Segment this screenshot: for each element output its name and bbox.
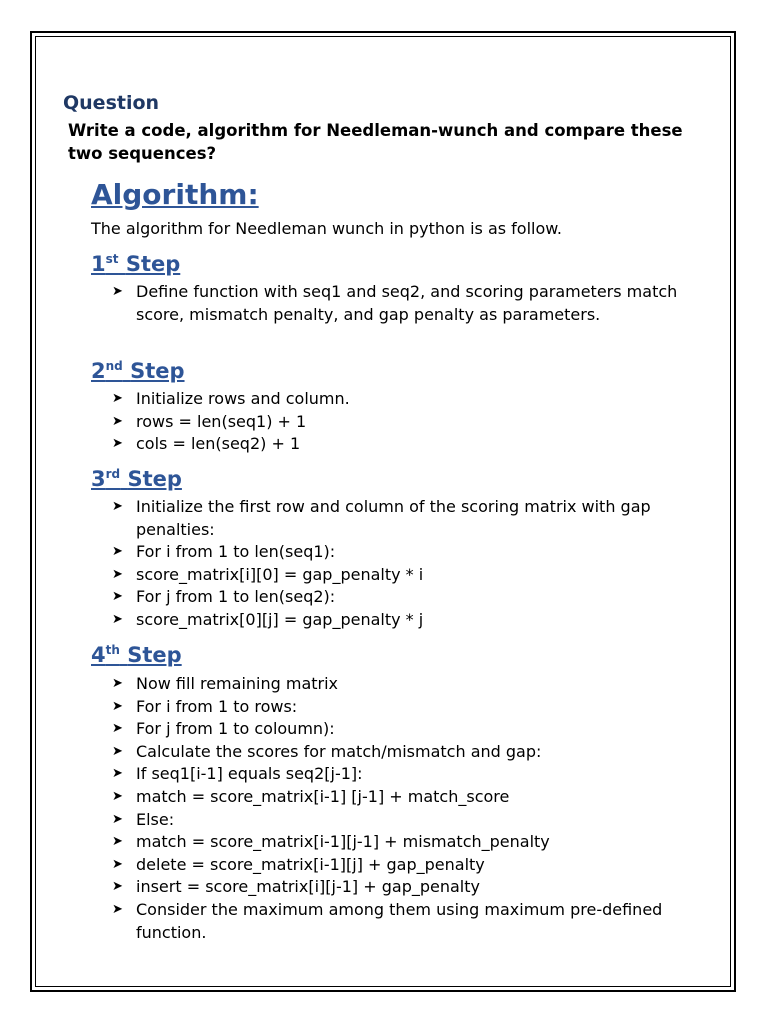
step-number: 3	[91, 467, 106, 491]
step-number: 2	[91, 359, 106, 383]
step-ordinal-suffix: th	[105, 643, 120, 657]
arrowhead-bullet-icon: ➤	[112, 499, 123, 514]
step-1-heading	[91, 252, 180, 276]
step-2-heading	[91, 359, 185, 383]
step-word: Step	[127, 643, 182, 667]
arrowhead-bullet-icon: ➤	[112, 766, 123, 782]
list-item-text: For i from 1 to rows:	[136, 696, 298, 716]
list-item-text: match = score_matrix[i-1] [j-1] + match_score	[136, 786, 510, 806]
list-item	[112, 281, 682, 326]
arrowhead-bullet-icon: ➤	[112, 284, 123, 299]
step-3-list	[112, 496, 682, 632]
list-item-text: cols = len(seq2) + 1	[136, 434, 301, 454]
list-item	[112, 809, 682, 832]
list-item	[112, 899, 682, 944]
step-4-heading	[91, 643, 182, 667]
arrowhead-bullet-icon: ➤	[112, 856, 123, 872]
arrowhead-bullet-icon: ➤	[112, 676, 123, 691]
step-word: Step	[127, 467, 182, 491]
arrowhead-bullet-icon: ➤	[112, 834, 123, 850]
list-item-text: score_matrix[0][j] = gap_penalty * j	[136, 609, 424, 629]
algorithm-heading: Algorithm:	[91, 178, 259, 211]
list-item	[112, 586, 682, 609]
step-ordinal-suffix: rd	[105, 467, 121, 481]
list-item-text: Initialize the first row and column of the scoring matrix with gap penalties:	[136, 497, 651, 539]
list-item	[112, 696, 682, 719]
list-item	[112, 786, 682, 809]
arrowhead-bullet-icon: ➤	[112, 566, 123, 582]
arrowhead-bullet-icon: ➤	[112, 589, 123, 605]
list-item-text: For j from 1 to len(seq2):	[136, 587, 336, 607]
list-item-text: match = score_matrix[i-1][j-1] + mismatch_penalty	[136, 832, 550, 852]
list-item-text: Define function with seq1 and seq2, and scoring parameters match score, mismatch penalty, and gap penalty as parameters.	[136, 282, 678, 324]
list-item	[112, 496, 682, 541]
arrowhead-bullet-icon: ➤	[112, 544, 123, 560]
list-item-text: For j from 1 to coloumn):	[136, 719, 335, 739]
arrowhead-bullet-icon: ➤	[112, 611, 123, 627]
step-1-list	[112, 281, 682, 326]
arrowhead-bullet-icon: ➤	[112, 391, 123, 406]
list-item-text: If seq1[i-1] equals seq2[j-1]:	[136, 764, 363, 784]
step-word: Step	[125, 252, 181, 276]
list-item-text: Initialize rows and column.	[136, 389, 350, 408]
step-ordinal-suffix: nd	[105, 359, 123, 373]
step-2-list	[112, 388, 682, 456]
step-3-heading	[91, 467, 182, 491]
list-item-text: Consider the maximum among them using maximum pre-defined function.	[136, 899, 663, 942]
arrowhead-bullet-icon: ➤	[112, 436, 123, 452]
list-item	[112, 741, 682, 764]
list-item	[112, 831, 682, 854]
question-text: Write a code, algorithm for Needleman-wunch and compare these two sequences?	[68, 121, 683, 163]
list-item-text: rows = len(seq1) + 1	[136, 411, 307, 431]
question-label: Question	[63, 92, 160, 114]
arrowhead-bullet-icon: ➤	[112, 879, 123, 895]
arrowhead-bullet-icon: ➤	[112, 788, 123, 804]
list-item-text: Now fill remaining matrix	[136, 674, 339, 693]
list-item-text: For i from 1 to len(seq1):	[136, 542, 336, 562]
list-item-text: Calculate the scores for match/mismatch and gap:	[136, 741, 542, 761]
step-number: 1	[91, 252, 106, 276]
arrowhead-bullet-icon: ➤	[112, 413, 123, 429]
list-item	[112, 609, 682, 632]
arrowhead-bullet-icon: ➤	[112, 721, 123, 737]
list-item	[112, 673, 682, 696]
list-item-text: score_matrix[i][0] = gap_penalty * i	[136, 564, 424, 584]
step-4-list	[112, 673, 682, 944]
list-item	[112, 433, 682, 456]
arrowhead-bullet-icon: ➤	[112, 811, 123, 827]
arrowhead-bullet-icon: ➤	[112, 901, 123, 917]
step-number: 4	[91, 643, 106, 667]
list-item-text: delete = score_matrix[i-1][j] + gap_penalty	[136, 854, 485, 874]
step-ordinal-suffix: st	[105, 252, 119, 266]
list-item-text: Else:	[136, 809, 175, 829]
list-item	[112, 411, 682, 434]
list-item	[112, 854, 682, 877]
list-item	[112, 388, 682, 411]
list-item	[112, 718, 682, 741]
arrowhead-bullet-icon: ➤	[112, 698, 123, 714]
algorithm-intro: The algorithm for Needleman wunch in python is as follow.	[91, 219, 562, 238]
list-item-text: insert = score_matrix[i][j-1] + gap_penalty	[136, 877, 480, 897]
list-item	[112, 564, 682, 587]
list-item	[112, 876, 682, 899]
list-item	[112, 763, 682, 786]
arrowhead-bullet-icon: ➤	[112, 743, 123, 759]
list-item	[112, 541, 682, 564]
step-word: Step	[130, 359, 185, 383]
